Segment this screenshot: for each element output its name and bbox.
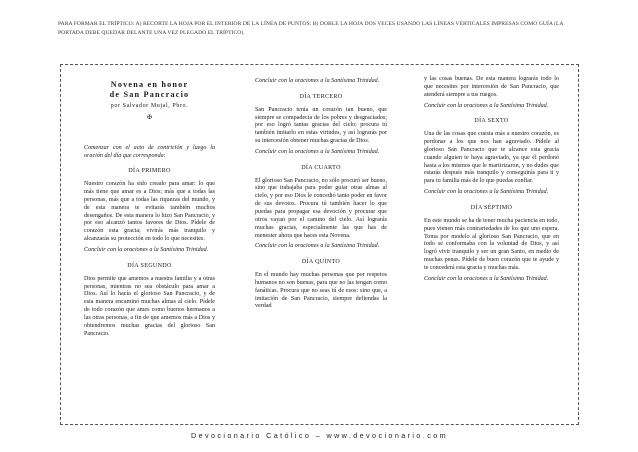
day-2-text: Dios permite que amemos a nuestra familia y a otras personas, mientras no sea obstáculo para amar a Dios. Así lo hacía el glorioso San Pancracio, y de esta manera encaminó muchas almas al cielo. Pídele de todo corazón que ames como buenos hermanos a las otras personas, a fin de que amemos más a Dios y obtendremos muchas gracias del glorioso San Pancracio.	[84, 275, 215, 337]
day-4-heading: DÍA CUARTO	[301, 164, 341, 171]
day-2-heading: DÍA SEGUNDO	[127, 262, 172, 269]
day-5-continued-text: y las cosas buenas. De esta manera lograrás todo lo que necesites por intercesión de San Pancracio, que atenderá siempre a tus ruegos.	[424, 76, 559, 98]
day-6-heading: DÍA SEXTO	[474, 118, 509, 125]
title-line-1: Novena en honor	[110, 80, 189, 89]
title-line-2: de San Pancracio	[109, 90, 190, 99]
day-5-heading: DÍA QUINTO	[301, 259, 341, 266]
day-6-refrain: Concluir con la oraciones a la Santísima Trinidad.	[424, 189, 549, 196]
footer-website: Devocionario Católico – www.devocionario.com	[190, 431, 448, 440]
title-block	[84, 80, 215, 123]
day-6-text: Una de las cosas que cuesta más a nuestro corazón, es perdonar a los que nos han agraviado. Pídele al glorioso San Pancracio que te alcance esta gracia cuando alguien te haya agraviado, ya que él perdonó hasta a los mismos que le martirizaron, y no dudes que estarás después más tranquilo y conseguirás para ti y para tu familia más de lo que puedas confiar.	[424, 131, 559, 185]
day-4-text: El glorioso San Pancracio, no sólo procuró ser bueno, sino que trabajaba para poder guiar otras almas al cielo, y por eso Dios le concedió tanto poder en favor de sus devotos. Procura tú también hacer lo que puedas para propagar esa devoción y procurar que otros vayan por el camino del cielo. Así lograrás muchas gracias, especialmente las que has de menester ahora que haces esta Novena.	[255, 177, 387, 239]
day-7-heading: DÍA SÉPTIMO	[470, 204, 513, 211]
column-right	[424, 76, 559, 287]
day-3-refrain: Concluir con la oraciones a la Santísima Trinidad.	[255, 148, 380, 155]
day-1-text: Nuestro corazón ha sido creado para amar: lo que más tiene que amar es a Dios; más que a todas las personas, más que a todas las riquezas del mundo, y de esta manera te evitarás también muchos desengaños. De esta manera lo hizo San Pancracio, y por eso alcanzó tantos favores de Dios. Pídele de corazón esta gracia; vivirás más tranquilo y alcanzarás su protección en todo lo que necesites.	[84, 181, 215, 243]
day-5-text: En el mundo hay muchas personas que por respetos humanos no son buenas, para que no las tengan como fanáticas. Procura que no seas tú de esos: sino que, a imitación de San Pancracio, siempre defiendas la verdad	[255, 272, 387, 310]
day-4-refrain: Concluir con la oraciones a la Santísima Trinidad.	[255, 243, 380, 250]
column-cover	[84, 80, 215, 341]
intro-text: Comenzar con el acto de contrición y luego la oración del día que corresponda:	[84, 144, 215, 159]
author: por Salvador Mujal, Pbro.	[110, 103, 189, 109]
day-3-heading: DÍA TERCERO	[299, 93, 343, 100]
folding-instructions: PARA FORMAR EL TRÍPTICO: A) RECORTE LA HOJA POR EL INTERIOR DE LA LÍNEA DE PUNTOS; B) DOBLE LA HOJA DOS VECES USANDO LAS LÍNEAS VERTICALES IMPRESAS COMO GUÍA (LA PORTADA DEBE QUEDAR DELANTE UNA VEZ PLEGADO EL TRÍPTICO).	[58, 21, 564, 36]
day-3-text: San Pancracio tenía un corazón tan bueno, que siempre se compadecía de los pobres y desgraciados; por eso logró tantas gracias del cielo; procura tú también imitarlo en estas virtudes, y así lograrás por su intercesión obtener muchas gracias de Dios.	[255, 106, 387, 145]
day-7-refrain: Concluir con la oraciones a la Santísima Trinidad.	[424, 275, 549, 282]
day-7-text: En este mundo se ha de tener mucha paciencia en todo, pues vienen más contrariedades de los que uno espera. Toma por modelo al glorioso San Pancracio, que en todo se conformaba con la voluntad de Dios, y así logró vivir tranquilo y ser un gran Santo, en medio de muchas penas. Pídele de buen corazón que te ayude y te concederá esta gracia y muchas más.	[424, 217, 559, 271]
cross-icon: ✠	[146, 114, 153, 121]
day-1-heading: DÍA PRIMERO	[128, 168, 171, 175]
day-5-refrain: Concluir con la oraciones a la Santísima Trinidad.	[424, 102, 549, 109]
column-middle	[255, 78, 387, 314]
day-1-refrain: Concluir con la oraciones a la Santísima Trinidad.	[84, 246, 209, 253]
day-2-refrain: Concluir con la oraciones a la Santísima Trinidad.	[255, 78, 380, 84]
